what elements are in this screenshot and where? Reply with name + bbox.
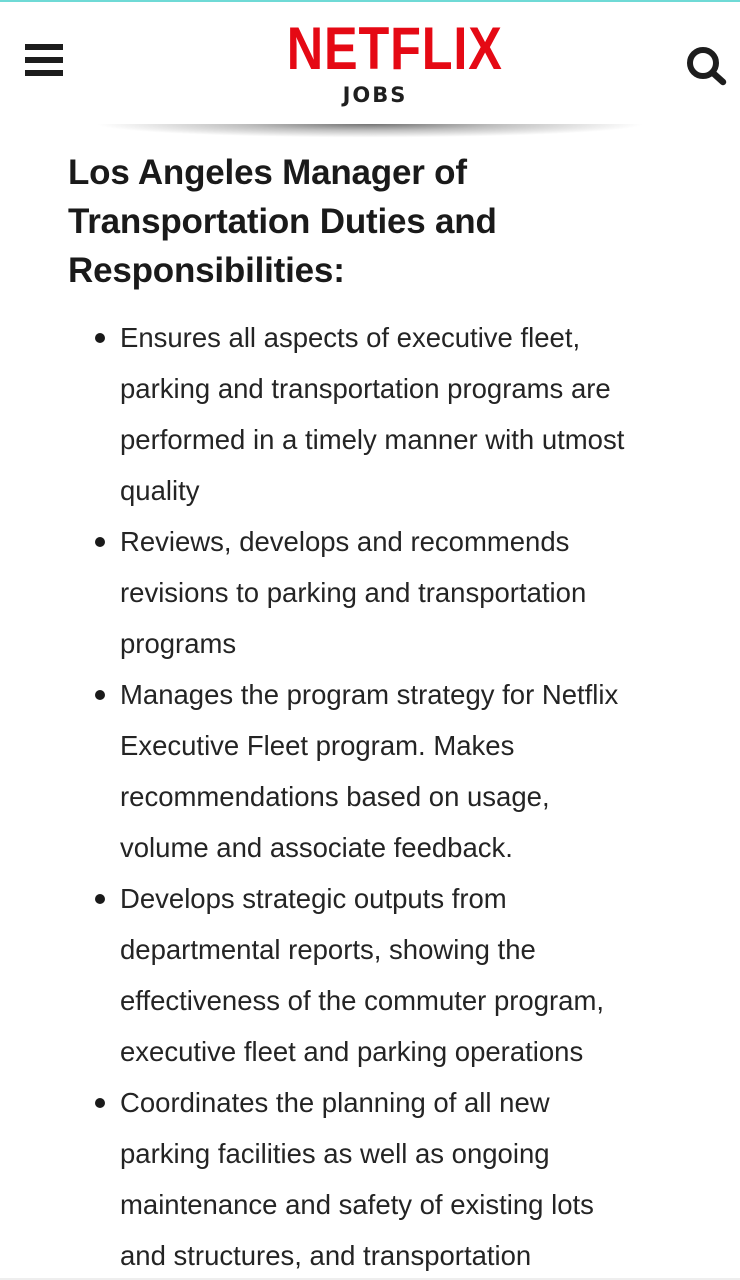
site-header [0, 2, 740, 124]
duty-text-line: Manages the program strategy for Netflix [120, 679, 619, 710]
duty-item [68, 516, 708, 669]
duties-list [68, 312, 708, 1280]
duty-text-line: recommendations based on usage, [120, 781, 550, 812]
duty-text-line: Coordinates the planning of all new [120, 1087, 550, 1118]
duty-text-line: volume and associate feedback. [120, 832, 513, 863]
section-title-line: Los Angeles Manager of [68, 153, 467, 192]
duty-text-line: maintenance and safety of existing lots [120, 1189, 594, 1220]
duty-text-line: effectiveness of the commuter program, [120, 985, 605, 1016]
search-button[interactable] [684, 44, 728, 86]
bullet-icon [95, 333, 105, 343]
duty-item [68, 669, 708, 873]
duty-text-line: Ensures all aspects of executive fleet, [120, 322, 581, 353]
duty-text-line: executive fleet and parking operations [120, 1036, 584, 1067]
duty-item [68, 1077, 708, 1280]
job-description-content [68, 148, 708, 1271]
duty-text-line: Executive Fleet program. Makes [120, 730, 515, 761]
bullet-icon [95, 690, 105, 700]
duty-text-line: programs [120, 628, 237, 659]
duty-text-line: and structures, and transportation [120, 1240, 532, 1271]
search-icon [684, 44, 728, 86]
duty-text-line: revisions to parking and transportation [120, 577, 587, 608]
duty-text-line: departmental reports, showing the [120, 934, 536, 965]
section-title-line: Transportation Duties and [68, 202, 497, 241]
duty-text-line: parking and transportation programs are [120, 373, 611, 404]
logo-wordmark: NETFLIX [286, 15, 503, 82]
duty-text-line: quality [120, 475, 200, 506]
duty-text-line: performed in a timely manner with utmost [120, 424, 625, 455]
duty-text-line: parking facilities as well as ongoing [120, 1138, 550, 1169]
duty-text-line: Develops strategic outputs from [120, 883, 507, 914]
netflix-jobs-logo[interactable] [270, 15, 503, 112]
menu-button[interactable] [25, 43, 63, 77]
duty-item [68, 873, 708, 1077]
duty-text-line: Reviews, develops and recommends [120, 526, 570, 557]
menu-bar [25, 44, 63, 50]
duty-item [68, 312, 708, 516]
menu-bar [25, 57, 63, 63]
bullet-icon [95, 537, 105, 547]
logo-subtitle: JOBS [342, 83, 408, 107]
bullet-icon [95, 894, 105, 904]
section-title-line: Responsibilities: [68, 251, 345, 290]
bullet-icon [95, 1098, 105, 1108]
menu-bar [25, 70, 63, 76]
section-title [68, 148, 708, 295]
